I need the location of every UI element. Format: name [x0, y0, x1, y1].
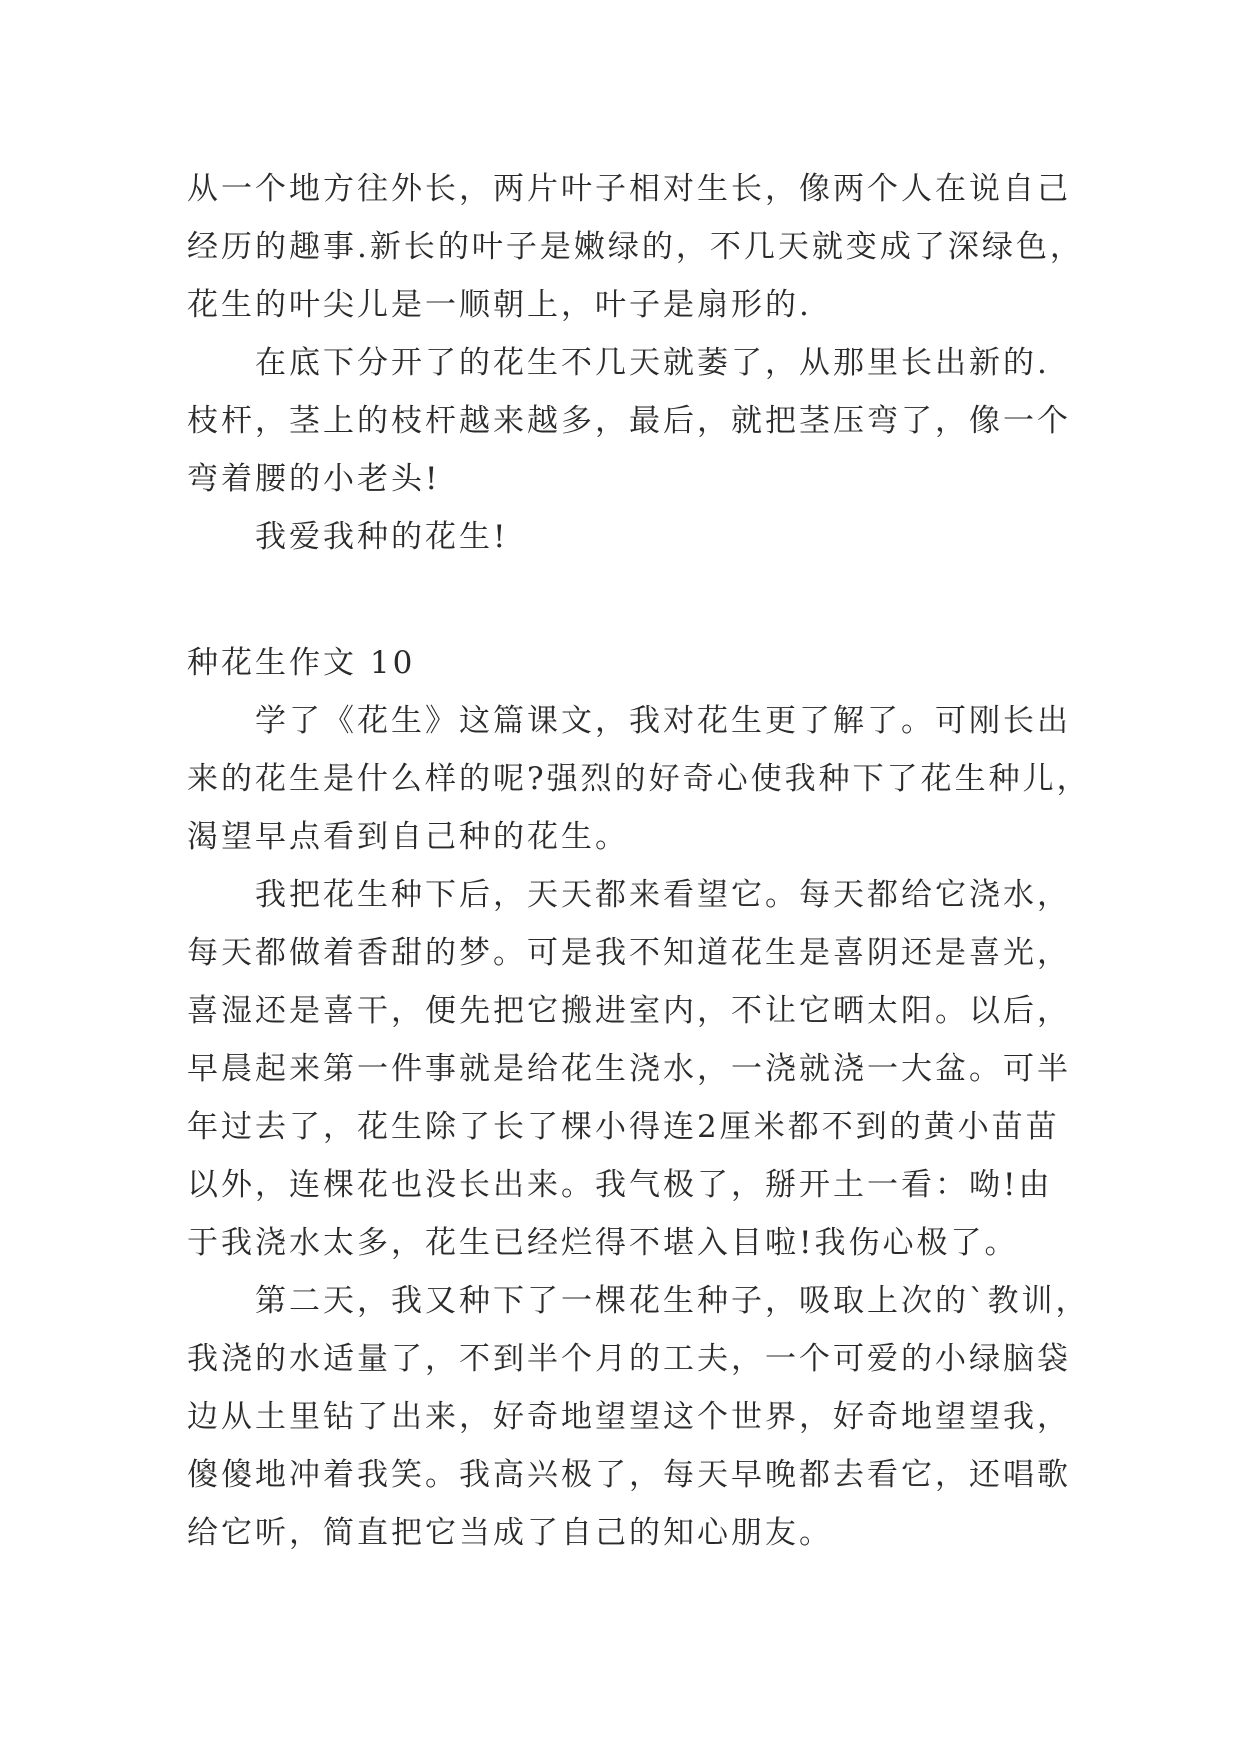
text-line: 喜湿还是喜干，便先把它搬进室内，不让它晒太阳。以后，	[187, 993, 1071, 1029]
paragraph	[187, 692, 1091, 866]
text-line: 边从土里钻了出来，好奇地望望这个世界，好奇地望望我，	[187, 1399, 1071, 1435]
paragraph	[187, 508, 1047, 566]
text-line: 第二天，我又种下了一棵花生种子，吸取上次的`教训，	[255, 1283, 1090, 1319]
text-line: 在底下分开了的花生不几天就萎了，从那里长出新的.	[255, 345, 1050, 381]
text-line: 给它听，简直把它当成了自己的知心朋友。	[187, 1515, 833, 1551]
text-line: 弯着腰的小老头!	[187, 461, 441, 497]
paragraph	[187, 334, 1071, 508]
text-line: 每天都做着香甜的梦。可是我不知道花生是喜阴还是喜光，	[187, 935, 1071, 971]
text-line: 从一个地方往外长，两片叶子相对生长，像两个人在说自己	[187, 171, 1071, 207]
text-line: 枝杆，茎上的枝杆越来越多，最后，就把茎压弯了，像一个	[187, 403, 1071, 439]
text-line: 傻傻地冲着我笑。我高兴极了，每天早晚都去看它，还唱歌	[187, 1457, 1071, 1493]
document-body	[187, 160, 1091, 1562]
text-line: 早晨起来第一件事就是给花生浇水，一浇就浇一大盆。可半	[187, 1051, 1071, 1087]
paragraph-continuation	[187, 160, 1084, 334]
text-line: 渴望早点看到自己种的花生。	[187, 819, 629, 855]
text-line: 我爱我种的花生!	[255, 519, 509, 555]
text-line: 以外，连棵花也没长出来。我气极了，掰开土一看：呦!由	[187, 1167, 1053, 1203]
text-line: 学了《花生》这篇课文，我对花生更了解了。可刚长出	[255, 703, 1071, 739]
section-title: 种花生作文 10	[187, 645, 416, 681]
text-line: 年过去了，花生除了长了棵小得连2厘米都不到的黄小苗苗	[187, 1109, 1060, 1145]
paragraph	[187, 1272, 1090, 1562]
text-line: 来的花生是什么样的呢?强烈的好奇心使我种下了花生种儿，	[187, 761, 1091, 797]
text-line: 于我浇水太多，花生已经烂得不堪入目啦!我伤心极了。	[187, 1225, 1019, 1261]
section-gap	[187, 566, 1047, 634]
text-line: 我浇的水适量了，不到半个月的工夫，一个可爱的小绿脑袋	[187, 1341, 1071, 1377]
paragraph	[187, 866, 1071, 1272]
text-line: 我把花生种下后，天天都来看望它。每天都给它浇水，	[255, 877, 1071, 913]
text-line: 经历的趣事.新长的叶子是嫩绿的，不几天就变成了深绿色，	[187, 229, 1084, 265]
text-line: 花生的叶尖儿是一顺朝上，叶子是扇形的.	[187, 287, 812, 323]
